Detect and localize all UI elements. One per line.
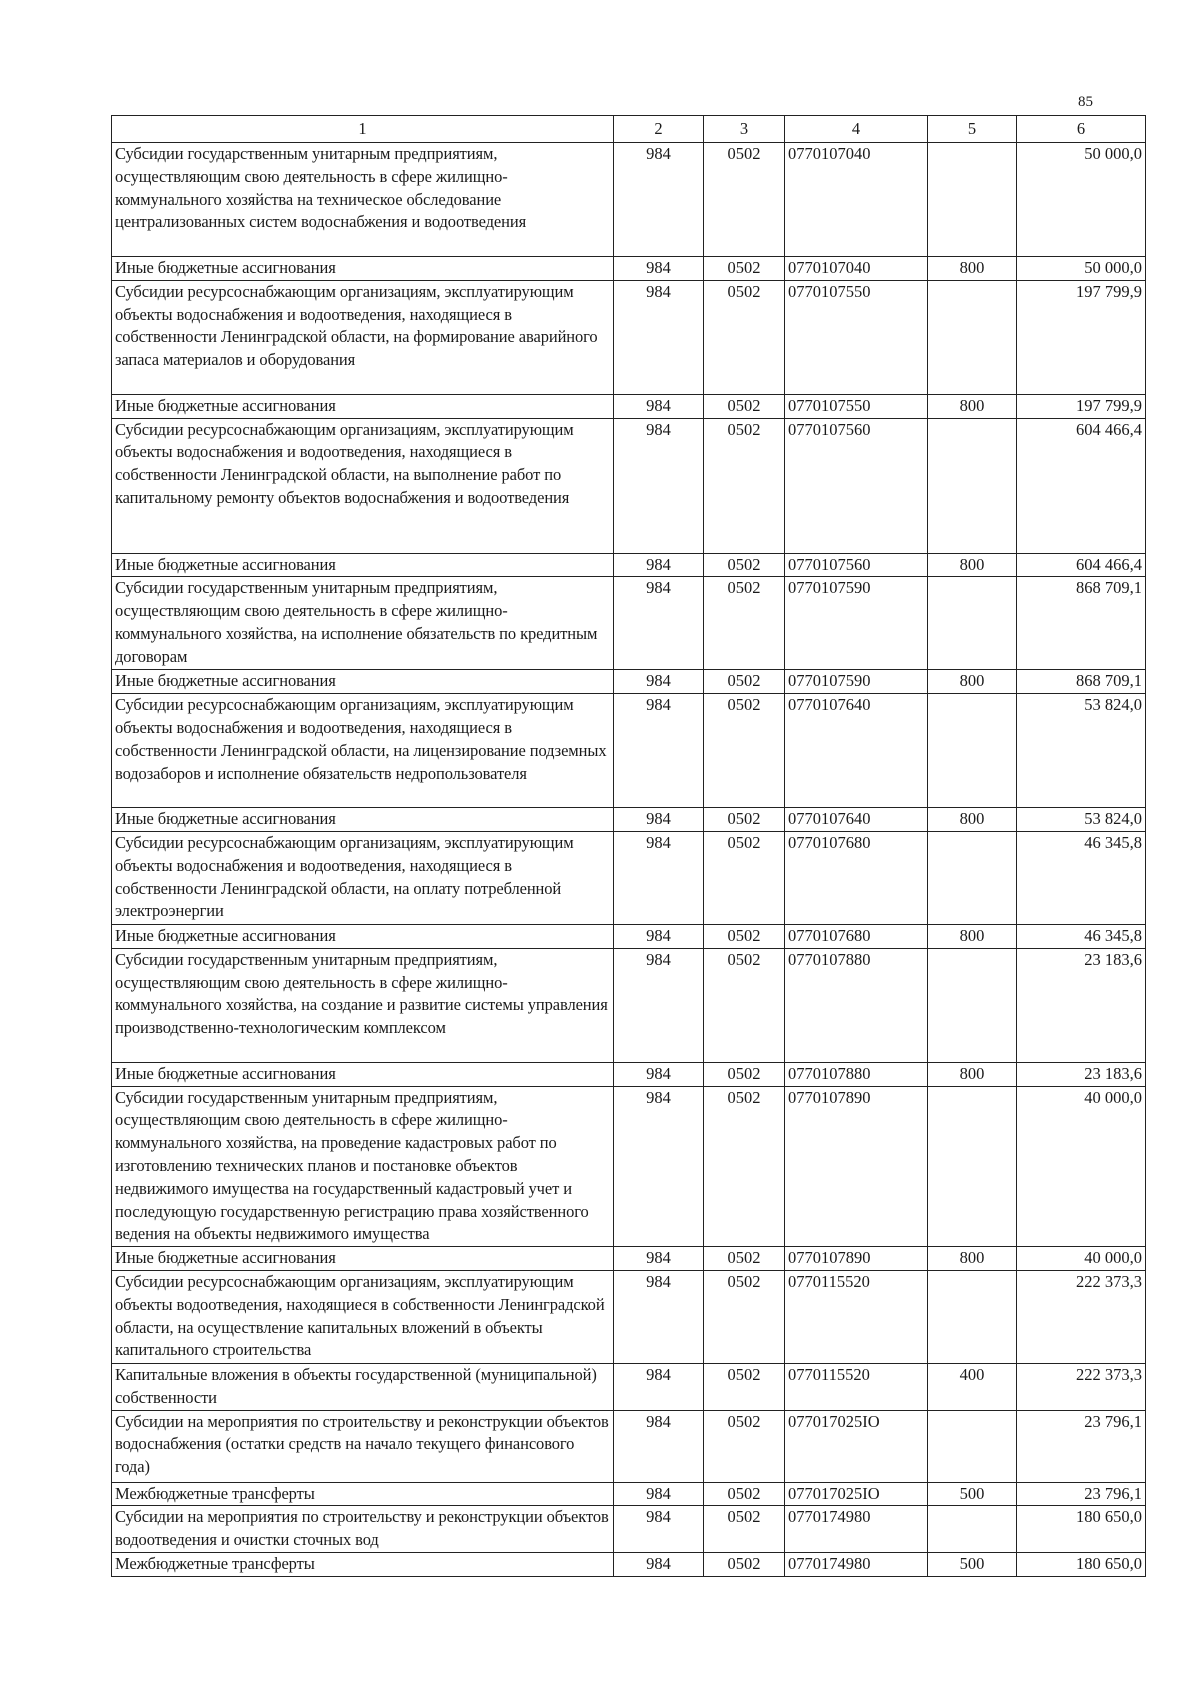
column-header: 1: [112, 116, 614, 143]
target-code-cell: 0770107880: [785, 1062, 928, 1086]
amount-cell: 53 824,0: [1017, 694, 1146, 808]
section-code-cell: 0502: [704, 1410, 785, 1482]
item-name-cell: Иные бюджетные ассигнования: [112, 670, 614, 694]
section-code-cell: 0502: [704, 808, 785, 832]
admin-code-cell: 984: [614, 1410, 704, 1482]
item-name-cell: Субсидии государственным унитарным предприятиям, осуществляющим свою деятельность в сфере жилищно-коммунального хозяйства, на создание и развитие системы управления производственно-технологическим комплексом: [112, 948, 614, 1062]
target-code-cell: 0770107040: [785, 143, 928, 257]
target-code-cell: 0770107590: [785, 670, 928, 694]
target-code-cell: 0770107890: [785, 1247, 928, 1271]
amount-cell: 40 000,0: [1017, 1086, 1146, 1247]
amount-cell: 23 796,1: [1017, 1482, 1146, 1506]
section-code-cell: 0502: [704, 1506, 785, 1553]
amount-cell: 46 345,8: [1017, 924, 1146, 948]
table-row: [112, 577, 1146, 670]
section-code-cell: 0502: [704, 143, 785, 257]
section-code-cell: 0502: [704, 577, 785, 670]
target-code-cell: 0770107640: [785, 808, 928, 832]
table-row: [112, 1247, 1146, 1271]
target-code-cell: 0770107680: [785, 831, 928, 924]
target-code-cell: 0770174980: [785, 1506, 928, 1553]
section-code-cell: 0502: [704, 394, 785, 418]
admin-code-cell: 984: [614, 808, 704, 832]
table-row: [112, 1363, 1146, 1410]
item-name-cell: Капитальные вложения в объекты государственной (муниципальной) собственности: [112, 1363, 614, 1410]
expense-type-cell: [928, 577, 1017, 670]
table-body: [112, 143, 1146, 1577]
section-code-cell: 0502: [704, 1482, 785, 1506]
target-code-cell: 077017025IO: [785, 1482, 928, 1506]
item-name-cell: Субсидии ресурсоснабжающим организациям, эксплуатирующим объекты водоснабжения и водоотведения, находящиеся в собственности Ленинградской области, на лицензирование подземных водозаборов и исполнение обязательств недропользователя: [112, 694, 614, 808]
admin-code-cell: 984: [614, 1247, 704, 1271]
target-code-cell: 0770107040: [785, 257, 928, 281]
amount-cell: 46 345,8: [1017, 831, 1146, 924]
expense-type-cell: [928, 280, 1017, 394]
target-code-cell: 0770107640: [785, 694, 928, 808]
column-header: 2: [614, 116, 704, 143]
amount-cell: 868 709,1: [1017, 670, 1146, 694]
expense-type-cell: [928, 1086, 1017, 1247]
section-code-cell: 0502: [704, 948, 785, 1062]
target-code-cell: 0770107680: [785, 924, 928, 948]
target-code-cell: 0770107890: [785, 1086, 928, 1247]
expense-type-cell: 800: [928, 257, 1017, 281]
expense-type-cell: 400: [928, 1363, 1017, 1410]
admin-code-cell: 984: [614, 831, 704, 924]
target-code-cell: 0770115520: [785, 1363, 928, 1410]
target-code-cell: 0770107590: [785, 577, 928, 670]
table-row: [112, 1506, 1146, 1553]
table-row: [112, 257, 1146, 281]
admin-code-cell: 984: [614, 1482, 704, 1506]
amount-cell: 197 799,9: [1017, 394, 1146, 418]
table-row: [112, 280, 1146, 394]
section-code-cell: 0502: [704, 694, 785, 808]
admin-code-cell: 984: [614, 1062, 704, 1086]
column-header: 5: [928, 116, 1017, 143]
expense-type-cell: [928, 418, 1017, 553]
header-row: [112, 116, 1146, 143]
expense-type-cell: [928, 1506, 1017, 1553]
item-name-cell: Субсидии государственным унитарным предприятиям, осуществляющим свою деятельность в сфере жилищно-коммунального хозяйства на техническое обследование централизованных систем водоснабжения и водоотведения: [112, 143, 614, 257]
admin-code-cell: 984: [614, 280, 704, 394]
target-code-cell: 0770115520: [785, 1270, 928, 1363]
table-row: [112, 948, 1146, 1062]
admin-code-cell: 984: [614, 1506, 704, 1553]
table-row: [112, 143, 1146, 257]
table-row: [112, 808, 1146, 832]
expense-type-cell: 800: [928, 394, 1017, 418]
item-name-cell: Иные бюджетные ассигнования: [112, 394, 614, 418]
amount-cell: 180 650,0: [1017, 1506, 1146, 1553]
item-name-cell: Иные бюджетные ассигнования: [112, 1062, 614, 1086]
admin-code-cell: 984: [614, 394, 704, 418]
target-code-cell: 0770107560: [785, 553, 928, 577]
amount-cell: 604 466,4: [1017, 553, 1146, 577]
expense-type-cell: 800: [928, 1062, 1017, 1086]
amount-cell: 222 373,3: [1017, 1270, 1146, 1363]
section-code-cell: 0502: [704, 553, 785, 577]
amount-cell: 50 000,0: [1017, 143, 1146, 257]
item-name-cell: Субсидии на мероприятия по строительству и реконструкции объектов водоснабжения (остатки средств на начало текущего финансового года): [112, 1410, 614, 1482]
admin-code-cell: 984: [614, 694, 704, 808]
expense-type-cell: 800: [928, 924, 1017, 948]
amount-cell: 53 824,0: [1017, 808, 1146, 832]
target-code-cell: 0770107550: [785, 394, 928, 418]
column-header: 4: [785, 116, 928, 143]
table-row: [112, 1062, 1146, 1086]
amount-cell: 180 650,0: [1017, 1552, 1146, 1576]
item-name-cell: Субсидии ресурсоснабжающим организациям, эксплуатирующим объекты водоснабжения и водоотведения, находящиеся в собственности Ленинградской области, на оплату потребленной электроэнергии: [112, 831, 614, 924]
admin-code-cell: 984: [614, 1086, 704, 1247]
budget-table: [111, 115, 1146, 1577]
section-code-cell: 0502: [704, 280, 785, 394]
amount-cell: 40 000,0: [1017, 1247, 1146, 1271]
admin-code-cell: 984: [614, 948, 704, 1062]
item-name-cell: Субсидии ресурсоснабжающим организациям, эксплуатирующим объекты водоотведения, находящиеся в собственности Ленинградской области, на осуществление капитальных вложений в объекты капитального строительства: [112, 1270, 614, 1363]
admin-code-cell: 984: [614, 924, 704, 948]
table-row: [112, 670, 1146, 694]
expense-type-cell: 800: [928, 808, 1017, 832]
amount-cell: 23 796,1: [1017, 1410, 1146, 1482]
table-row: [112, 394, 1146, 418]
table-row: [112, 694, 1146, 808]
item-name-cell: Иные бюджетные ассигнования: [112, 553, 614, 577]
item-name-cell: Иные бюджетные ассигнования: [112, 808, 614, 832]
table-row: [112, 1552, 1146, 1576]
section-code-cell: 0502: [704, 831, 785, 924]
amount-cell: 197 799,9: [1017, 280, 1146, 394]
expense-type-cell: [928, 831, 1017, 924]
amount-cell: 222 373,3: [1017, 1363, 1146, 1410]
section-code-cell: 0502: [704, 670, 785, 694]
item-name-cell: Субсидии государственным унитарным предприятиям, осуществляющим свою деятельность в сфере жилищно-коммунального хозяйства, на проведение кадастровых работ по изготовлению технических планов и постановке объектов недвижимого имущества на государственный кадастровый учет и последующую государственную регистрацию права хозяйственного ведения на объекты недвижимого имущества: [112, 1086, 614, 1247]
section-code-cell: 0502: [704, 257, 785, 281]
item-name-cell: Межбюджетные трансферты: [112, 1482, 614, 1506]
admin-code-cell: 984: [614, 143, 704, 257]
page-number: 85: [1078, 94, 1093, 110]
expense-type-cell: [928, 143, 1017, 257]
section-code-cell: 0502: [704, 1270, 785, 1363]
expense-type-cell: [928, 1270, 1017, 1363]
section-code-cell: 0502: [704, 1086, 785, 1247]
expense-type-cell: 500: [928, 1552, 1017, 1576]
item-name-cell: Субсидии ресурсоснабжающим организациям, эксплуатирующим объекты водоснабжения и водоотведения, находящиеся в собственности Ленинградской области, на формирование аварийного запаса материалов и оборудования: [112, 280, 614, 394]
column-header: 6: [1017, 116, 1146, 143]
item-name-cell: Субсидии ресурсоснабжающим организациям, эксплуатирующим объекты водоснабжения и водоотведения, находящиеся в собственности Ленинградской области, на выполнение работ по капитальному ремонту объектов водоснабжения и водоотведения: [112, 418, 614, 553]
table-row: [112, 1086, 1146, 1247]
admin-code-cell: 984: [614, 577, 704, 670]
table-row: [112, 831, 1146, 924]
item-name-cell: Субсидии государственным унитарным предприятиям, осуществляющим свою деятельность в сфере жилищно-коммунального хозяйства, на исполнение обязательств по кредитным договорам: [112, 577, 614, 670]
table-row: [112, 1482, 1146, 1506]
admin-code-cell: 984: [614, 553, 704, 577]
target-code-cell: 0770107560: [785, 418, 928, 553]
amount-cell: 868 709,1: [1017, 577, 1146, 670]
expense-type-cell: 500: [928, 1482, 1017, 1506]
amount-cell: 23 183,6: [1017, 1062, 1146, 1086]
expense-type-cell: [928, 1410, 1017, 1482]
amount-cell: 604 466,4: [1017, 418, 1146, 553]
expense-type-cell: [928, 694, 1017, 808]
column-header: 3: [704, 116, 785, 143]
item-name-cell: Иные бюджетные ассигнования: [112, 1247, 614, 1271]
table-row: [112, 553, 1146, 577]
expense-type-cell: [928, 948, 1017, 1062]
section-code-cell: 0502: [704, 924, 785, 948]
amount-cell: 23 183,6: [1017, 948, 1146, 1062]
item-name-cell: Субсидии на мероприятия по строительству и реконструкции объектов водоотведения и очистки сточных вод: [112, 1506, 614, 1553]
target-code-cell: 0770174980: [785, 1552, 928, 1576]
amount-cell: 50 000,0: [1017, 257, 1146, 281]
admin-code-cell: 984: [614, 1270, 704, 1363]
item-name-cell: Иные бюджетные ассигнования: [112, 924, 614, 948]
table-row: [112, 924, 1146, 948]
table-row: [112, 418, 1146, 553]
target-code-cell: 0770107880: [785, 948, 928, 1062]
admin-code-cell: 984: [614, 670, 704, 694]
admin-code-cell: 984: [614, 418, 704, 553]
admin-code-cell: 984: [614, 1552, 704, 1576]
section-code-cell: 0502: [704, 1363, 785, 1410]
section-code-cell: 0502: [704, 1247, 785, 1271]
item-name-cell: Иные бюджетные ассигнования: [112, 257, 614, 281]
expense-type-cell: 800: [928, 670, 1017, 694]
item-name-cell: Межбюджетные трансферты: [112, 1552, 614, 1576]
expense-type-cell: 800: [928, 553, 1017, 577]
section-code-cell: 0502: [704, 1552, 785, 1576]
section-code-cell: 0502: [704, 1062, 785, 1086]
table-row: [112, 1410, 1146, 1482]
admin-code-cell: 984: [614, 1363, 704, 1410]
admin-code-cell: 984: [614, 257, 704, 281]
table-row: [112, 1270, 1146, 1363]
expense-type-cell: 800: [928, 1247, 1017, 1271]
section-code-cell: 0502: [704, 418, 785, 553]
target-code-cell: 077017025IO: [785, 1410, 928, 1482]
target-code-cell: 0770107550: [785, 280, 928, 394]
